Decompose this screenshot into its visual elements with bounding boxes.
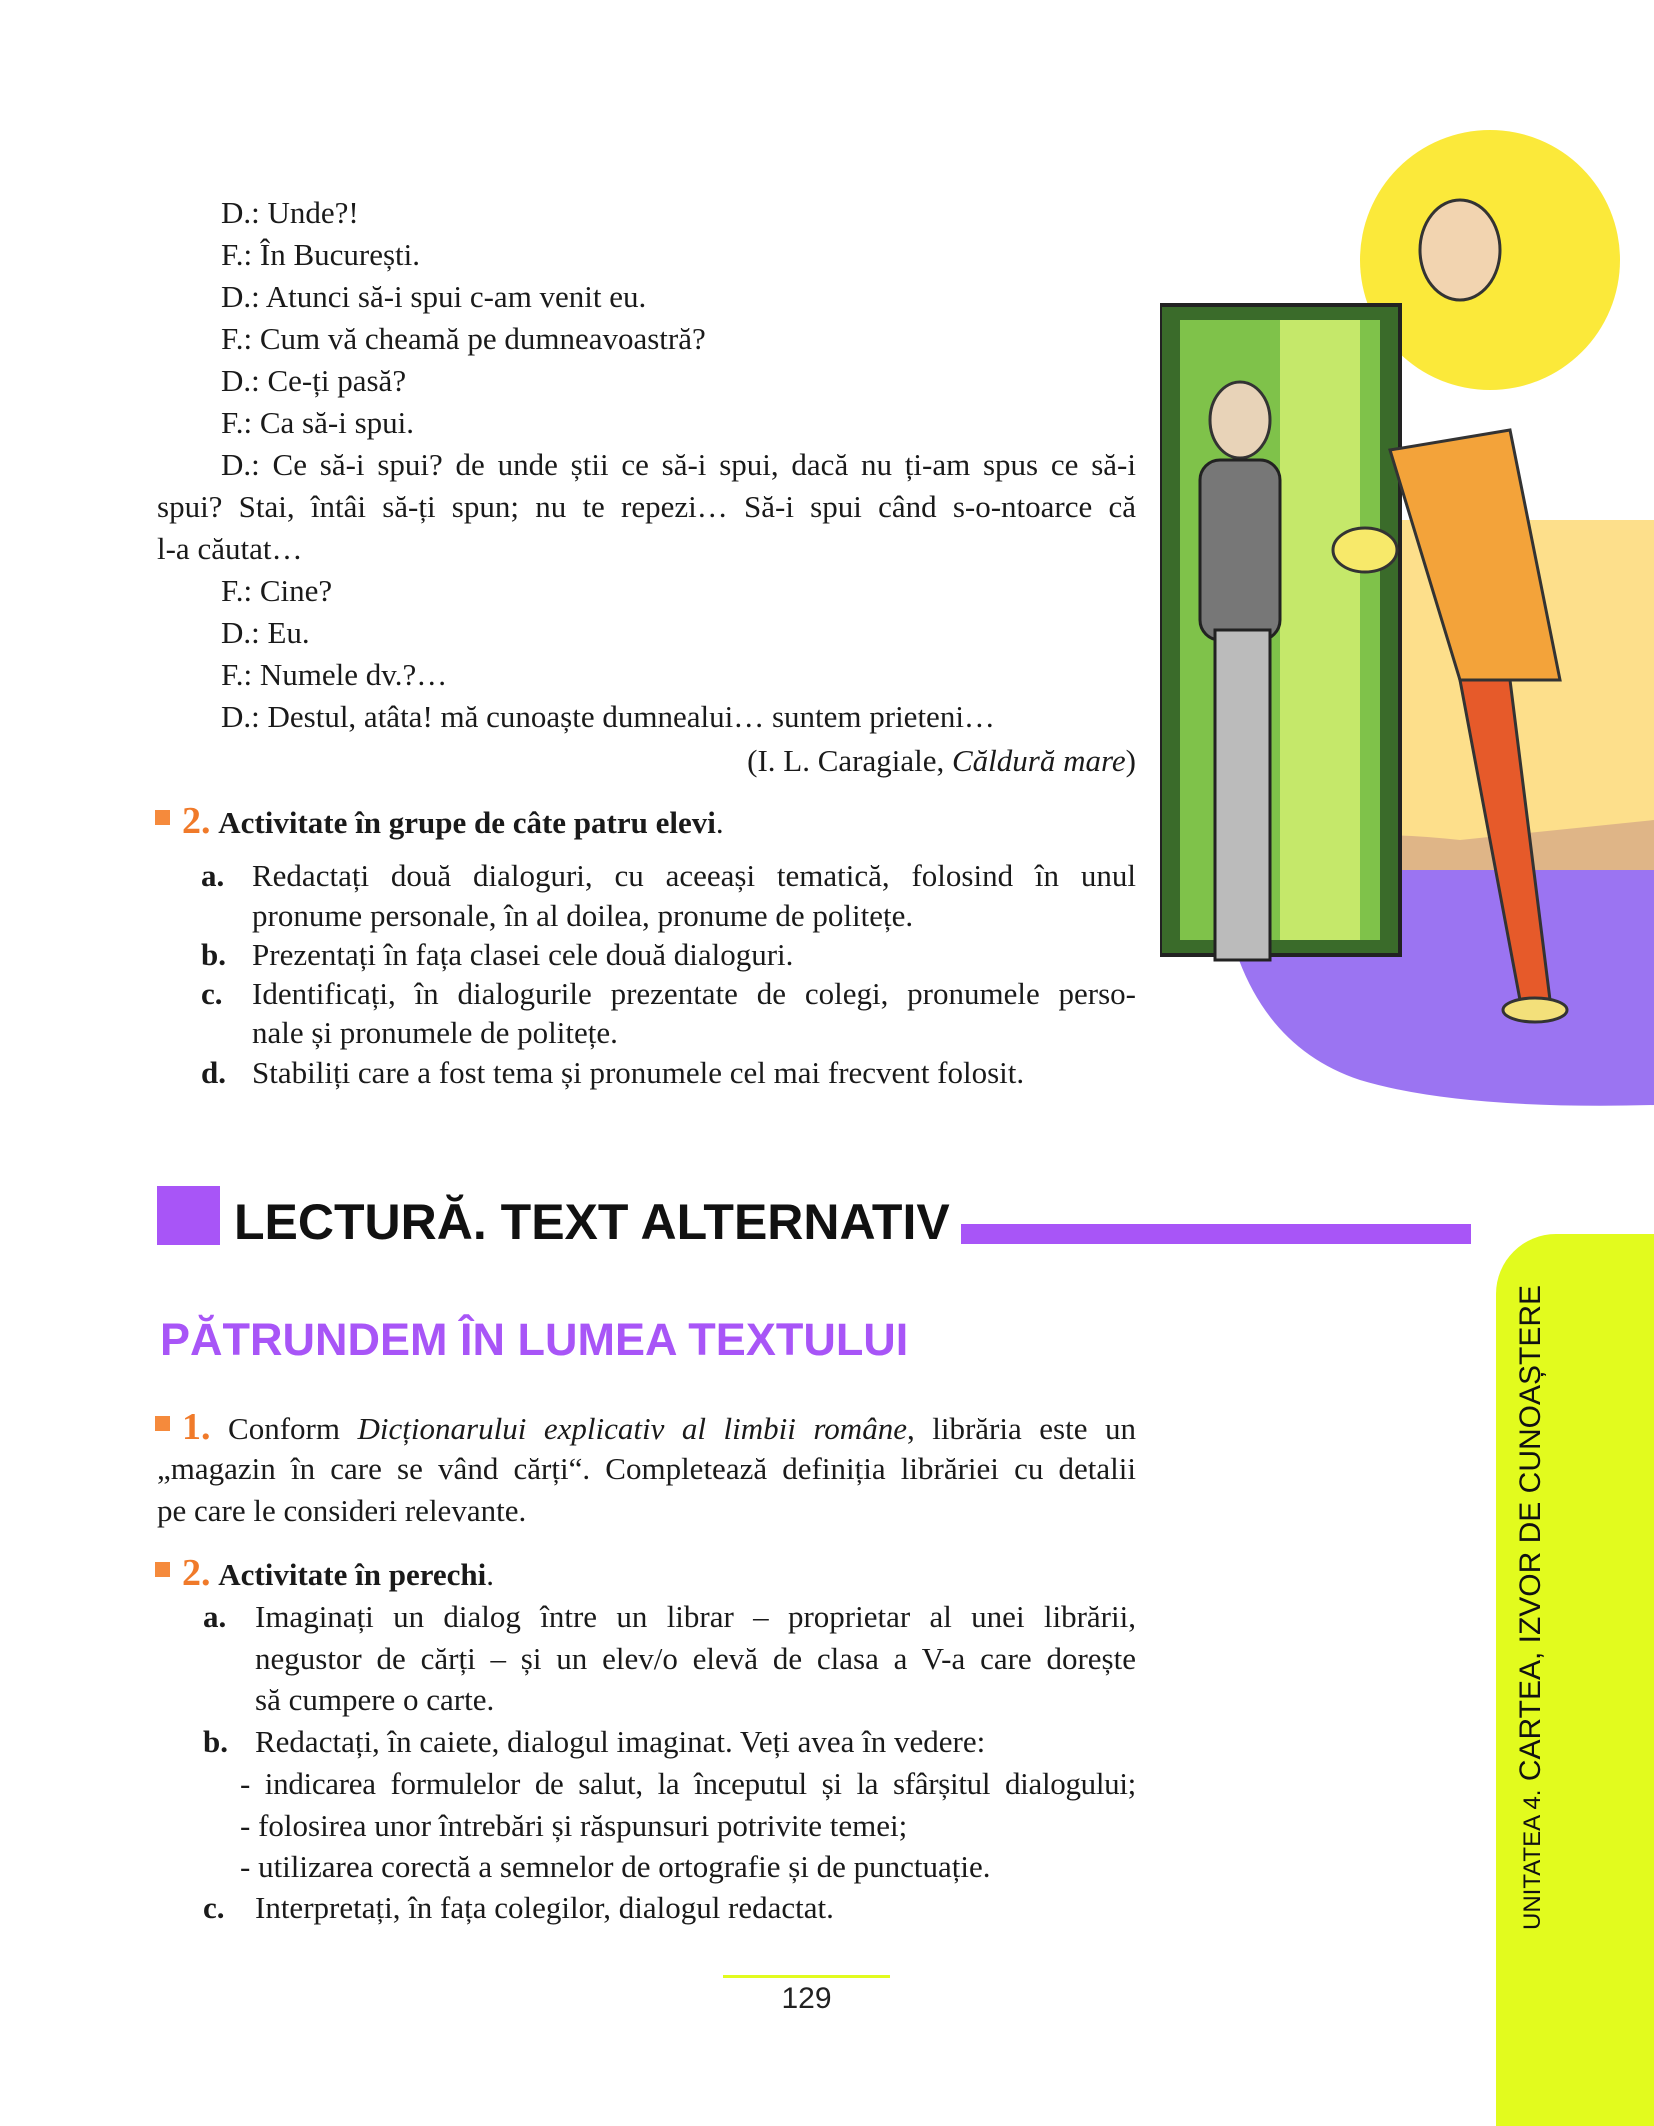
unit-label: UNITATEA 4. CARTEA, IZVOR DE CUNOAȘTERE [1514,1284,1547,1930]
list-item: - indicarea formulelor de salut, la începutul și la sfârșitul dialogului; [240,1766,1136,1801]
item-label: a. [203,1599,227,1634]
section-rule [961,1224,1471,1244]
item-text: să cumpere o carte. [255,1682,495,1717]
item-text: Redactați, în caiete, dialogul imaginat. Veți avea în vedere: [255,1724,986,1759]
task1-line: „magazin în care se vând cărți“. Completează definiția librăriei cu detalii [157,1451,1136,1486]
item-label: c. [203,1890,225,1925]
citation: (I. L. Caragiale, Căldură mare) [747,743,1136,778]
list-item: - utilizarea corectă a semnelor de ortografie și de punctuație. [240,1849,991,1884]
dialogue-line: F.: Cine? [221,573,333,608]
item-text: Stabiliți care a fost tema și pronumele cel mai frecvent folosit. [252,1055,1025,1090]
page-number: 129 [781,1982,832,2015]
dialogue-line: D.: Atunci să-i spui c-am venit eu. [221,279,647,314]
item-text: Imaginați un dialog între un librar – proprietar al unei librării, [255,1599,1136,1634]
dialogue-line: l-a căutat… [157,531,303,566]
item-text: Prezentați în fața clasei cele două dialoguri. [252,937,794,972]
section-title: LECTURĂ. TEXT ALTERNATIV [234,1194,950,1250]
task-heading: 2. Activitate în grupe de câte patru elevi. [155,800,724,844]
bullet-icon [155,1416,170,1431]
subsection-title: PĂTRUNDEM ÎN LUMEA TEXTULUI [160,1314,909,1365]
dialogue-line: D.: Ce-ți pasă? [221,363,407,398]
item-text: negustor de cărți – și un elev/o elevă de clasa a V-a care dorește [255,1641,1136,1676]
item-label: a. [201,858,225,893]
list-item: - folosirea unor întrebări și răspunsuri potrivite temei; [240,1808,908,1843]
item-label: b. [203,1724,228,1759]
dialogue-line: spui? Stai, întâi să-ți spun; nu te repezi… Să-i spui când s-o-ntoarce că [157,489,1136,524]
dialogue-line: D.: Eu. [221,615,310,650]
item-text: Identificați, în dialogurile prezentate de colegi, pronumele perso- [252,976,1136,1011]
item-text: Interpretați, în fața colegilor, dialogul redactat. [255,1890,834,1925]
item-label: c. [201,976,223,1011]
illustration [1160,120,1654,1110]
dialogue-line: D.: Destul, atâta! mă cunoaște dumnealui… suntem prieteni… [221,699,995,734]
bullet-icon [155,1562,170,1577]
item-text: pronume personale, în al doilea, pronume de politețe. [252,898,914,933]
unit-sidebar [1496,1234,1654,2126]
dialogue-line: D.: Unde?! [221,195,359,230]
dialogue-line: F.: În București. [221,237,421,272]
bullet-icon [155,810,170,825]
dialogue-line: F.: Ca să-i spui. [221,405,414,440]
item-label: d. [201,1055,226,1090]
dialogue-line: D.: Ce să-i spui? de unde știi ce să-i spui, dacă nu ți-am spus ce să-i [221,447,1136,482]
task-heading: 2. Activitate în perechi. [155,1552,494,1596]
item-label: b. [201,937,226,972]
task1-line: 1. Conform Dicționarului explicativ al limbii române, librăria este un [155,1406,1136,1450]
page-number-rule [723,1975,890,1978]
dialogue-line: F.: Cum vă cheamă pe dumneavoastră? [221,321,706,356]
task1-line: pe care le consideri relevante. [157,1493,527,1528]
item-text: nale și pronumele de politețe. [252,1015,618,1050]
section-square [157,1186,220,1245]
dialogue-line: F.: Numele dv.?… [221,657,448,692]
item-text: Redactați două dialoguri, cu aceeași tematică, folosind în unul [252,858,1136,893]
